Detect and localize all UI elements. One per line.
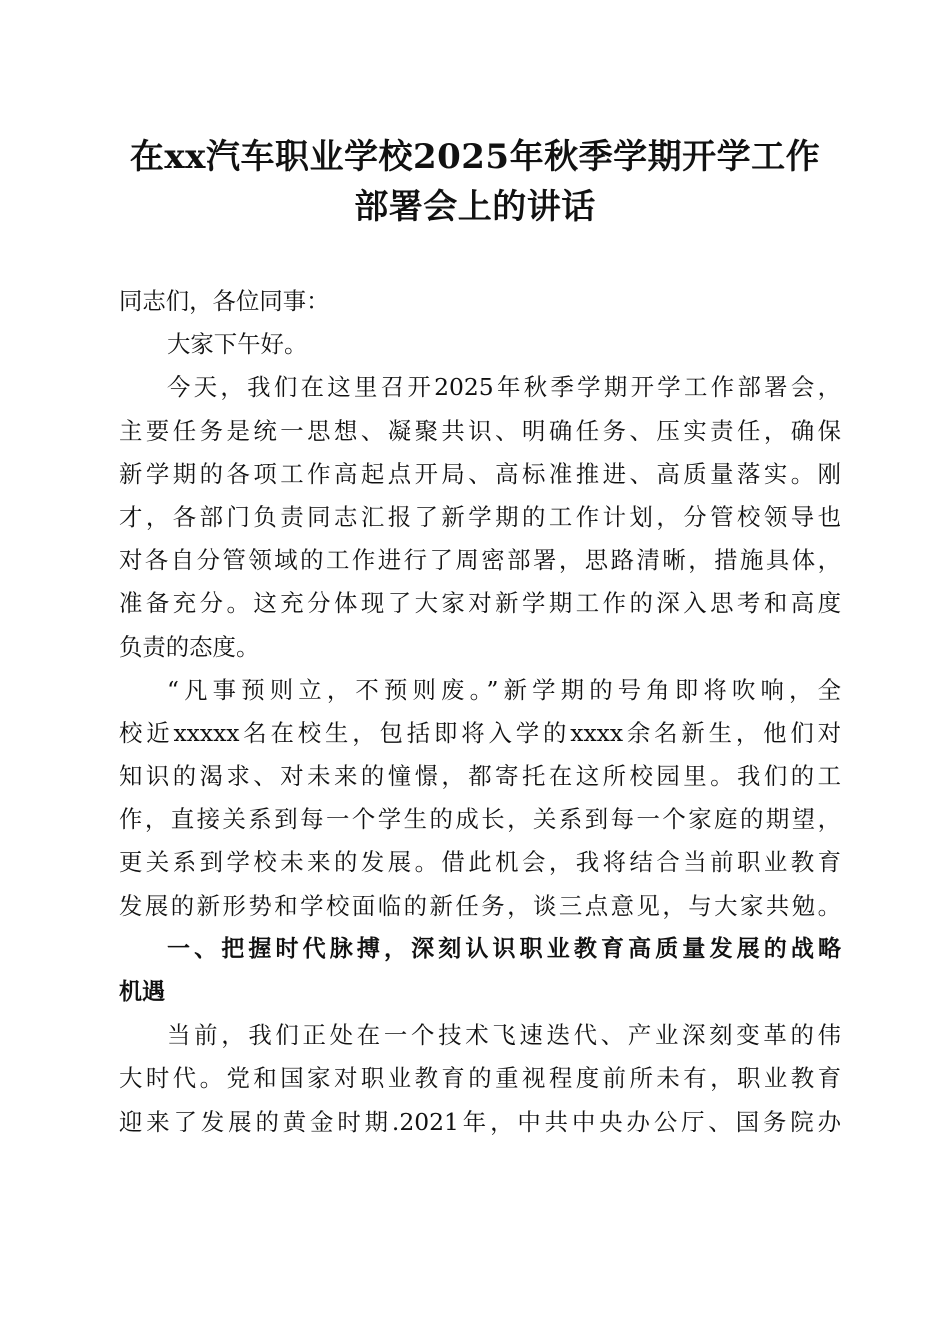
document-body xyxy=(119,280,841,1144)
paragraph-line: 更关系到学校未来的发展。借此机会，我将结合当前职业教育 xyxy=(119,848,841,877)
paragraph-line: 今天，我们在这里召开2025年秋季学期开学工作部署会， xyxy=(167,373,841,402)
paragraph-line: 校近xxxxx名在校生，包括即将入学的xxxx余名新生，他们对 xyxy=(119,718,841,747)
title-line: 部署会上的讲话 xyxy=(354,187,596,227)
paragraph-line: 准备充分。这充分体现了大家对新学期工作的深入思考和高度 xyxy=(119,589,841,618)
paragraph-line: 大时代。党和国家对职业教育的重视程度前所未有，职业教育 xyxy=(119,1064,841,1093)
section-heading xyxy=(119,928,841,1014)
paragraph-line: 知识的渴求、对未来的憧憬，都寄托在这所校园里。我们的工 xyxy=(119,762,841,791)
greeting: 大家下午好。 xyxy=(167,330,308,359)
paragraph-line: “凡事预则立，不预则废。”新学期的号角即将吹响，全 xyxy=(167,675,841,704)
paragraph-line: 负责的态度。 xyxy=(119,632,260,661)
paragraph-line: 对各自分管领域的工作进行了周密部署，思路清晰，措施具体， xyxy=(119,546,841,575)
paragraph-line: 当前，我们正处在一个技术飞速迭代、产业深刻变革的伟 xyxy=(167,1021,841,1050)
paragraph-line: 新学期的各项工作高起点开局、高标准推进、高质量落实。刚 xyxy=(119,459,841,488)
heading-line: 机遇 xyxy=(119,979,165,1005)
salutation: 同志们，各位同事： xyxy=(119,287,330,315)
title-line: 在xx汽车职业学校2025年秋季学期开学工作 xyxy=(129,137,821,177)
paragraph-line: 主要任务是统一思想、凝聚共识、明确任务、压实责任，确保 xyxy=(119,416,841,445)
paragraph-line: 发展的新形势和学校面临的新任务，谈三点意见，与大家共勉。 xyxy=(119,891,841,920)
paragraph-1 xyxy=(119,366,841,668)
paragraph-line: 作，直接关系到每一个学生的成长，关系到每一个家庭的期望， xyxy=(119,805,841,834)
document-title xyxy=(100,132,850,232)
paragraph-line: 才，各部门负责同志汇报了新学期的工作计划，分管校领导也 xyxy=(119,502,841,531)
paragraph-3 xyxy=(119,1014,841,1144)
paragraph-2 xyxy=(119,669,841,928)
heading-line: 一、把握时代脉搏，深刻认识职业教育高质量发展的战略 xyxy=(167,935,841,962)
paragraph-line: 迎来了发展的黄金时期.2021年，中共中央办公厅、国务院办 xyxy=(119,1107,841,1136)
